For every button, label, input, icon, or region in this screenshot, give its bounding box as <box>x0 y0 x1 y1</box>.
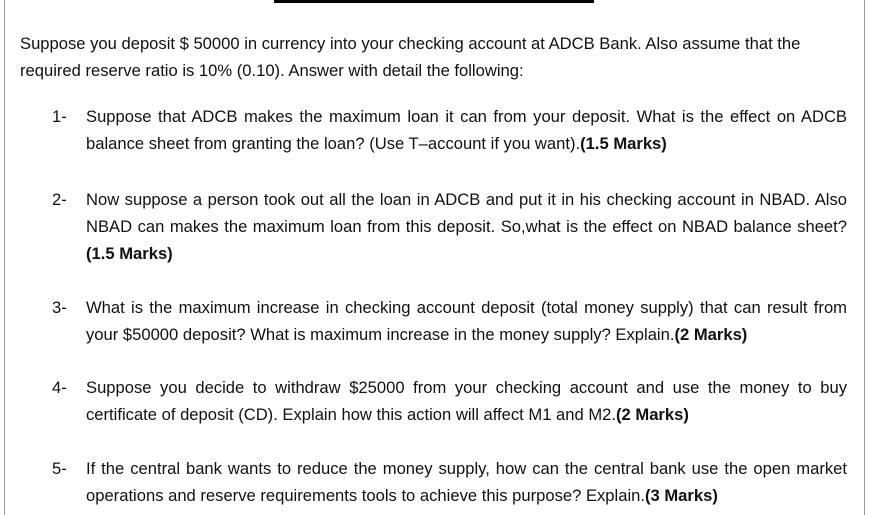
question-body <box>86 455 847 509</box>
question-body <box>86 103 847 157</box>
question-2 <box>52 186 847 267</box>
question-number: 5- <box>52 459 67 478</box>
question-number: 2- <box>52 190 67 209</box>
question-body <box>86 374 847 428</box>
right-border-line <box>864 0 865 515</box>
question-number: 4- <box>52 378 67 397</box>
question-text: Suppose that ADCB makes the maximum loan it can from your deposit. What is the effect on ADCB balance sheet from granting the loan? (Use T–account if you want). <box>86 107 847 153</box>
question-text: Suppose you decide to withdraw $25000 from your checking account and use the money to buy certificate of deposit (CD). Explain how this action will affect M1 and M2. <box>86 378 847 424</box>
question-number: 1- <box>52 107 67 126</box>
question-marks: (1.5 Marks) <box>580 134 667 153</box>
top-rule-line <box>274 0 594 3</box>
intro-paragraph: Suppose you deposit $ 50000 in currency into your checking account at ADCB Bank. Also assume that the required reserve ratio is 10% (0.10). Answer with detail the following: <box>20 34 801 80</box>
question-body <box>86 186 847 267</box>
question-marks: (1.5 Marks) <box>86 244 173 263</box>
left-border-line <box>4 0 5 515</box>
question-marks: (3 Marks) <box>644 486 718 505</box>
question-text: What is the maximum increase in checking account deposit (total money supply) that can result from your $50000 deposit? What is maximum increase in the money supply? Explain. <box>86 298 847 344</box>
question-1 <box>52 103 847 157</box>
question-marks: (2 Marks) <box>616 405 689 424</box>
question-5 <box>52 455 847 509</box>
question-marks: (2 Marks) <box>674 325 748 344</box>
question-number: 3- <box>52 298 67 317</box>
question-4 <box>52 374 847 428</box>
question-text: Now suppose a person took out all the loan in ADCB and put it in his checking account in NBAD. Also NBAD can makes the maximum loan from this deposit. So,what is the effect on NBAD balance sheet? <box>86 190 847 236</box>
question-text: If the central bank wants to reduce the money supply, how can the central bank use the open market operations and reserve requirements tools to achieve this purpose? Explain. <box>86 459 847 505</box>
question-body <box>86 294 847 348</box>
question-3 <box>52 294 847 348</box>
